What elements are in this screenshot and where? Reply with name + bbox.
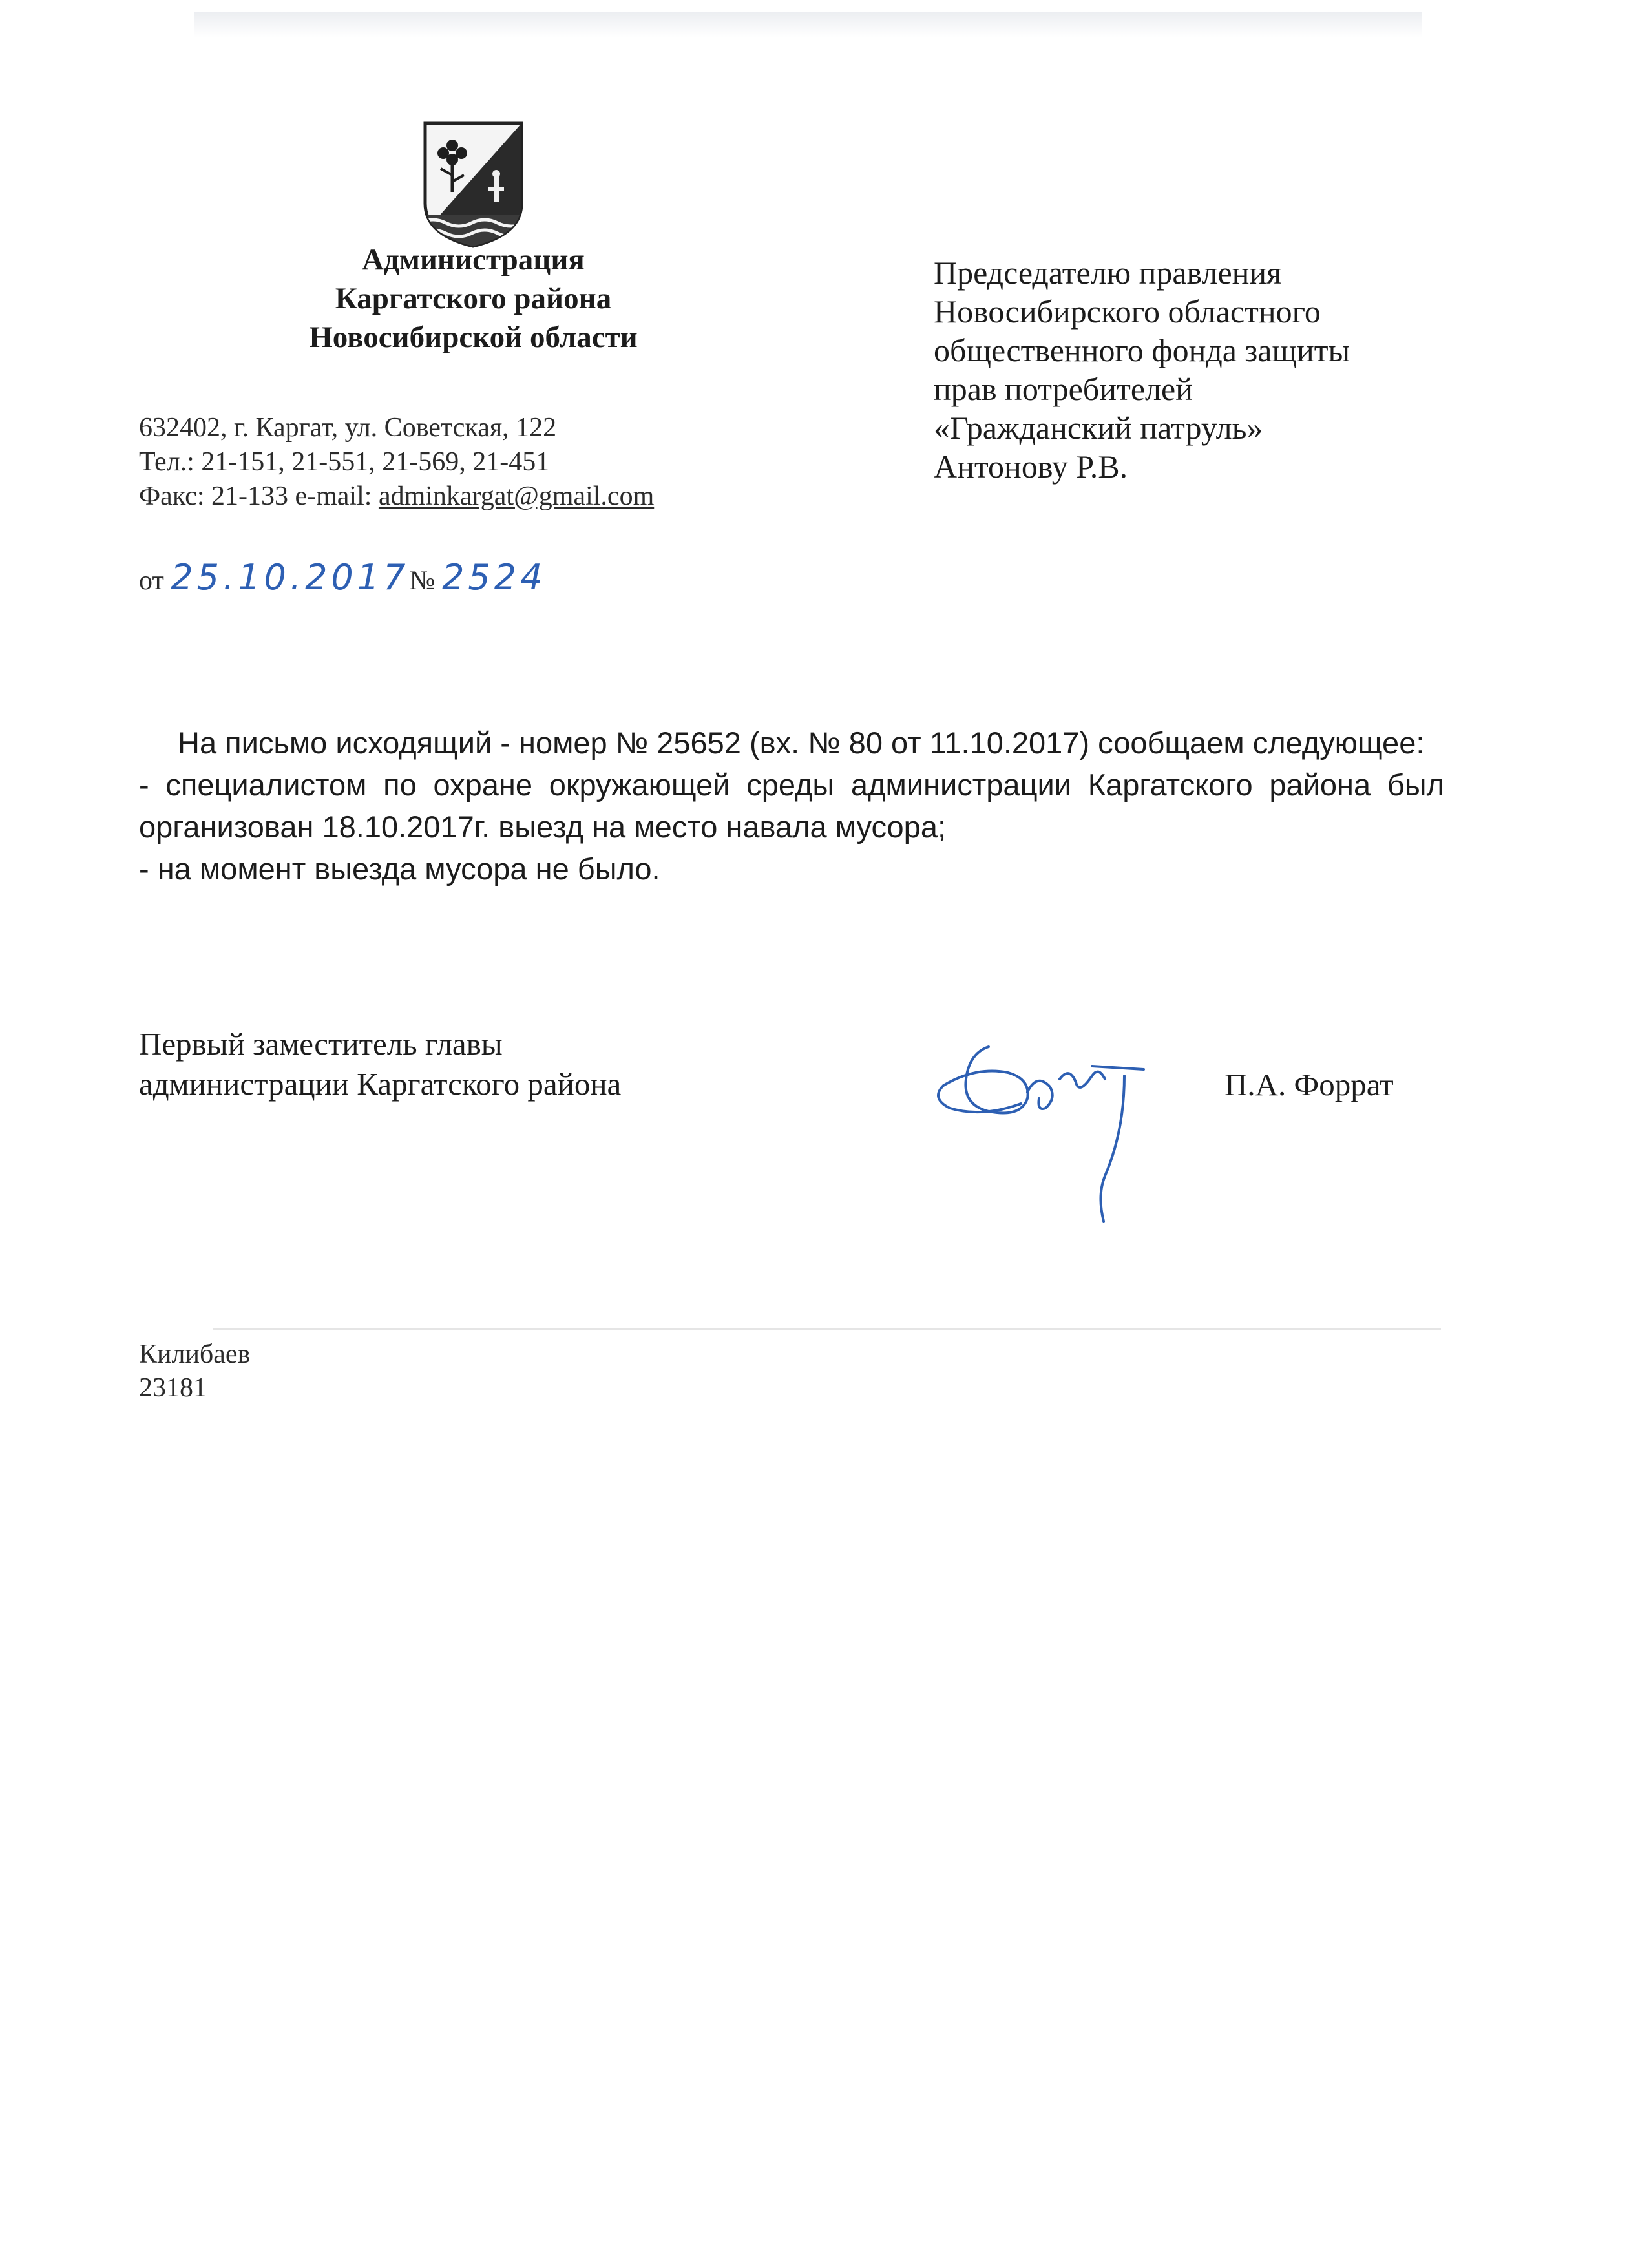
- signer-title-line-2: администрации Каргатского района: [139, 1066, 622, 1102]
- executor-name: Килибаев: [139, 1339, 251, 1369]
- signer-title: [139, 1024, 621, 1104]
- recipient-line-3: общественного фонда защиты: [934, 332, 1350, 368]
- org-line-2: Каргатского района: [335, 282, 612, 315]
- fax-prefix: Факс: 21-133 e-mail:: [139, 481, 379, 511]
- signer-name: П.А. Форрат: [1224, 1067, 1394, 1102]
- recipient-line-2: Новосибирского областного: [934, 293, 1321, 330]
- faint-scan-line: [213, 1328, 1441, 1330]
- signer-title-line-1: Первый заместитель главы: [139, 1026, 503, 1062]
- date-prefix: от: [139, 566, 164, 596]
- number-prefix: №: [409, 566, 436, 596]
- org-line-3: Новосибирской области: [309, 320, 638, 354]
- recipient-line-6: Антонову Р.В.: [934, 448, 1128, 485]
- body-paragraph-2: - специалистом по охране окружающей среды администрации Каргатского района был организован 18.10.2017г. выезд на место навала мусора;: [139, 768, 1444, 844]
- address: 632402, г. Каргат, ул. Советская, 122: [139, 413, 557, 443]
- body-paragraph-3: - на момент выезда мусора не было.: [139, 852, 660, 886]
- executor-phone: 23181: [139, 1373, 207, 1403]
- handwritten-date: 25.10.2017: [171, 557, 410, 598]
- email-link[interactable]: adminkargat@gmail.com: [378, 481, 655, 511]
- org-line-1: Администрация: [362, 243, 585, 277]
- handwritten-number: 2524: [442, 557, 547, 598]
- recipient-line-1: Председателю правления: [934, 255, 1282, 291]
- contact-details: [139, 411, 654, 514]
- body-paragraph-1: На письмо исходящий - номер № 25652 (вх. № 80 от 11.10.2017) сообщаем следующее:: [178, 726, 1425, 760]
- handwritten-signature-icon: [930, 1027, 1150, 1241]
- recipient-block: [934, 253, 1350, 486]
- executor-info: [139, 1338, 250, 1405]
- recipient-line-4: прав потребителей: [934, 371, 1193, 407]
- fax-email-line: [139, 479, 654, 514]
- coat-of-arms-icon: [420, 120, 527, 249]
- letter-body: [139, 722, 1444, 890]
- phones: Тел.: 21-151, 21-551, 21-569, 21-451: [139, 447, 550, 477]
- scan-edge-shadow: [194, 12, 1422, 37]
- organization-name: [200, 240, 746, 357]
- outgoing-reference: [139, 557, 547, 598]
- recipient-line-5: «Гражданский патруль»: [934, 410, 1263, 446]
